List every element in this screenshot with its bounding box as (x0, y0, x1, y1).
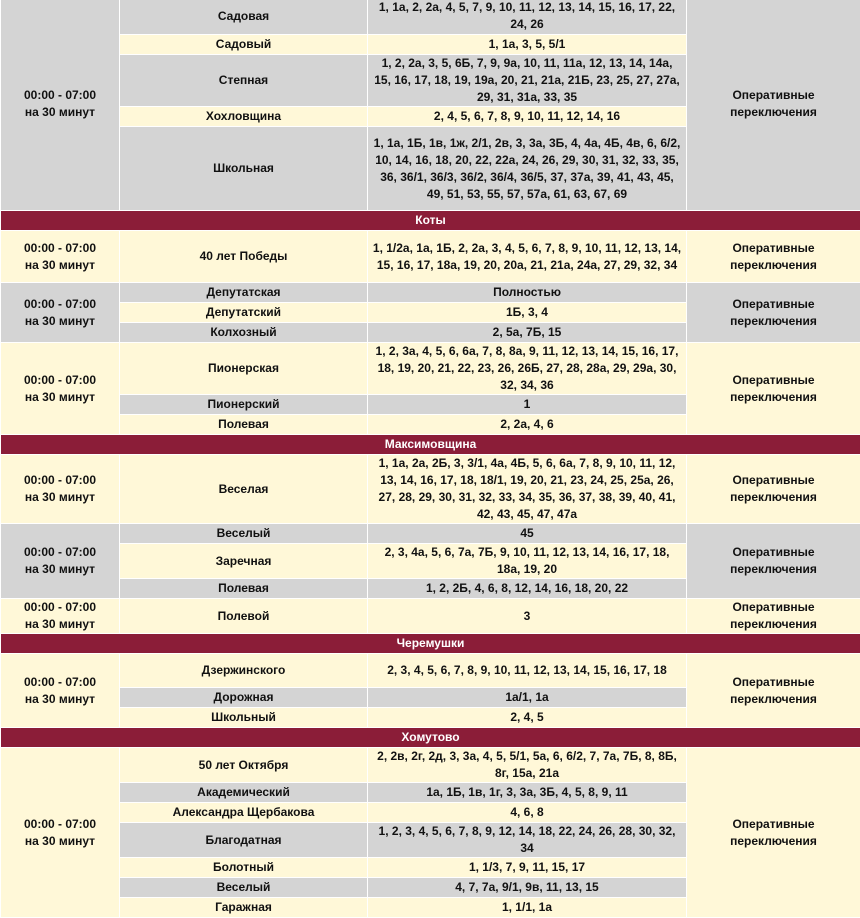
street-name: Веселый (120, 524, 368, 544)
time-interval: на 30 минут (25, 314, 95, 328)
street-name: Школьная (120, 127, 368, 211)
house-numbers: 1, 1а, 2а, 2Б, 3, 3/1, 4а, 4Б, 5, 6, 6а, 7, 8, 9, 10, 11, 12, 13, 14, 16, 17, 18, 18/1, 19, 20, 21, 23, 24, 25, 25а, 26, 27, 28, 29, 30, 31, 32, 33, 34, 35, 36, 37, 38, 39, 40, 41, 42, 43, 45, 47, 47а (368, 455, 687, 524)
note-cell: Оперативные переключения (687, 524, 860, 599)
time-range: 00:00 - 07:00 (24, 675, 96, 689)
street-name: Веселый (120, 878, 368, 898)
section-header-khomutovo: Хомутово (1, 728, 860, 748)
street-name: Александра Щербакова (120, 803, 368, 823)
note-cell: Оперативные переключения (687, 748, 860, 918)
street-name: Депутатская (120, 283, 368, 303)
note-cell: Оперативные переключения (687, 343, 860, 435)
street-name: 50 лет Октября (120, 748, 368, 783)
house-numbers: Полностью (368, 283, 687, 303)
time-range: 00:00 - 07:00 (24, 545, 96, 559)
time-range: 00:00 - 07:00 (24, 88, 96, 102)
time-cell (1, 748, 120, 918)
house-numbers: 1, 2, 2Б, 4, 6, 8, 12, 14, 16, 18, 20, 22 (368, 579, 687, 599)
time-interval: на 30 минут (25, 562, 95, 576)
section-header-maksimovshchina: Максимовщина (1, 435, 860, 455)
time-cell (1, 283, 120, 343)
house-numbers: 45 (368, 524, 687, 544)
house-numbers: 1, 2, 3, 4, 5, 6, 7, 8, 9, 12, 14, 18, 22, 24, 26, 28, 30, 32, 34 (368, 823, 687, 858)
house-numbers: 2, 4, 5, 6, 7, 8, 9, 10, 11, 12, 14, 16 (368, 107, 687, 127)
house-numbers: 1а, 1Б, 1в, 1г, 3, 3а, 3Б, 4, 5, 8, 9, 11 (368, 783, 687, 803)
time-cell (1, 599, 120, 634)
street-name: Хохловщина (120, 107, 368, 127)
time-range: 00:00 - 07:00 (24, 473, 96, 487)
street-name: Пионерский (120, 395, 368, 415)
street-name: Депутатский (120, 303, 368, 323)
house-numbers: 1, 1а, 3, 5, 5/1 (368, 35, 687, 55)
street-name: Гаражная (120, 898, 368, 918)
house-numbers: 1, 2, 2а, 3, 5, 6Б, 7, 9, 9а, 10, 11, 11а, 12, 13, 14, 14а, 15, 16, 17, 18, 19, 19а, 20, 21, 21а, 21Б, 23, 25, 27, 27а, 29, 31, 31а, 33, 35 (368, 55, 687, 107)
time-cell (1, 524, 120, 599)
street-name: Полевая (120, 579, 368, 599)
house-numbers: 2, 5а, 7Б, 15 (368, 323, 687, 343)
time-interval: на 30 минут (25, 834, 95, 848)
house-numbers: 4, 7, 7а, 9/1, 9в, 11, 13, 15 (368, 878, 687, 898)
time-cell (1, 0, 120, 211)
house-numbers: 1, 1а, 2, 2а, 4, 5, 7, 9, 10, 11, 12, 13, 14, 15, 16, 17, 22, 24, 26 (368, 0, 687, 35)
street-name: Дорожная (120, 688, 368, 708)
street-name: Веселая (120, 455, 368, 524)
street-name: Колхозный (120, 323, 368, 343)
time-range: 00:00 - 07:00 (24, 297, 96, 311)
street-name: Школьный (120, 708, 368, 728)
street-name: Полевой (120, 599, 368, 634)
time-range: 00:00 - 07:00 (24, 600, 96, 614)
street-name: Полевая (120, 415, 368, 435)
street-name: Степная (120, 55, 368, 107)
house-numbers: 1, 1а, 1Б, 1в, 1ж, 2/1, 2в, 3, 3а, 3Б, 4, 4а, 4Б, 4в, 6, 6/2, 10, 14, 16, 18, 20, 22, 22а, 24, 26, 29, 30, 31, 32, 33, 35, 36, 36/1, 36/3, 36/2, 36/4, 36/5, 37, 37а, 39, 41, 43, 45, 49, 51, 53, 55, 57, 57а, 61, 63, 67, 69 (368, 127, 687, 211)
time-interval: на 30 минут (25, 490, 95, 504)
time-cell (1, 654, 120, 728)
house-numbers: 1а/1, 1а (368, 688, 687, 708)
street-name: Пионерская (120, 343, 368, 395)
house-numbers: 2, 3, 4, 5, 6, 7, 8, 9, 10, 11, 12, 13, 14, 15, 16, 17, 18 (368, 654, 687, 688)
note-cell: Оперативные переключения (687, 654, 860, 728)
street-name: Заречная (120, 544, 368, 579)
street-name: Академический (120, 783, 368, 803)
time-interval: на 30 минут (25, 692, 95, 706)
house-numbers: 4, 6, 8 (368, 803, 687, 823)
street-name: Дзержинского (120, 654, 368, 688)
house-numbers: 1, 1/2а, 1а, 1Б, 2, 2а, 3, 4, 5, 6, 7, 8, 9, 10, 11, 12, 13, 14, 15, 16, 17, 18а, 19, 20, 20а, 21, 21а, 24а, 27, 29, 32, 34 (368, 231, 687, 283)
time-range: 00:00 - 07:00 (24, 373, 96, 387)
time-interval: на 30 минут (25, 258, 95, 272)
house-numbers: 1, 1/3, 7, 9, 11, 15, 17 (368, 858, 687, 878)
time-cell (1, 231, 120, 283)
time-range: 00:00 - 07:00 (24, 817, 96, 831)
street-name: Благодатная (120, 823, 368, 858)
section-header-koty: Коты (1, 211, 860, 231)
house-numbers: 2, 2в, 2г, 2д, 3, 3а, 4, 5, 5/1, 5а, 6, 6/2, 7, 7а, 7Б, 8, 8Б, 8г, 15а, 21а (368, 748, 687, 783)
note-cell: Оперативные переключения (687, 599, 860, 634)
note-cell: Оперативные переключения (687, 455, 860, 524)
street-name: 40 лет Победы (120, 231, 368, 283)
house-numbers: 2, 4, 5 (368, 708, 687, 728)
note-cell: Оперативные переключения (687, 231, 860, 283)
street-name: Болотный (120, 858, 368, 878)
time-range: 00:00 - 07:00 (24, 241, 96, 255)
house-numbers: 1, 2, 3а, 4, 5, 6, 6а, 7, 8, 8а, 9, 11, 12, 13, 14, 15, 16, 17, 18, 19, 20, 21, 22, 23, 26, 26Б, 27, 28, 28а, 29, 29а, 30, 32, 34, 36 (368, 343, 687, 395)
street-name: Садовый (120, 35, 368, 55)
house-numbers: 1, 1/1, 1а (368, 898, 687, 918)
street-name: Садовая (120, 0, 368, 35)
time-interval: на 30 минут (25, 105, 95, 119)
house-numbers: 2, 3, 4а, 5, 6, 7а, 7Б, 9, 10, 11, 12, 13, 14, 16, 17, 18, 18а, 19, 20 (368, 544, 687, 579)
note-cell: Оперативные переключения (687, 283, 860, 343)
time-interval: на 30 минут (25, 617, 95, 631)
house-numbers: 1 (368, 395, 687, 415)
note-cell: Оперативные переключения (687, 0, 860, 211)
house-numbers: 2, 2а, 4, 6 (368, 415, 687, 435)
house-numbers: 3 (368, 599, 687, 634)
time-cell (1, 343, 120, 435)
house-numbers: 1Б, 3, 4 (368, 303, 687, 323)
section-header-cheremushki: Черемушки (1, 634, 860, 654)
time-interval: на 30 минут (25, 390, 95, 404)
time-cell (1, 455, 120, 524)
